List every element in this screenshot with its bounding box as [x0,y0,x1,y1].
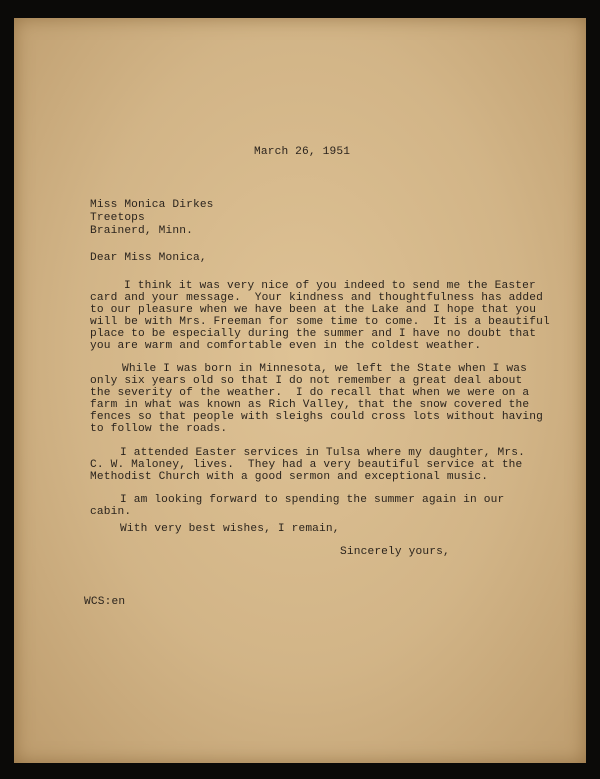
paragraph-line: cabin. [90,506,132,518]
paragraph-line: card and your message. Your kindness and thoughtfulness has added [90,292,543,304]
paragraph-line: Methodist Church with a good sermon and exceptional music. [90,471,489,483]
paragraph-line: I think it was very nice of you indeed to send me the Easter [124,280,536,292]
recipient-name: Miss Monica Dirkes [90,199,214,211]
letter-page [14,18,586,763]
paragraph-line: With very best wishes, I remain, [120,523,340,535]
paragraph-line: I attended Easter services in Tulsa where my daughter, Mrs. [120,447,525,459]
paragraph-line: farm in what was known as Rich Valley, that the snow covered the [90,399,530,411]
paragraph-line: you are warm and comfortable even in the coldest weather. [90,340,482,352]
letter-date: March 26, 1951 [254,146,351,158]
paragraph-line: I am looking forward to spending the summer again in our [120,494,505,506]
recipient-line3: Brainerd, Minn. [90,225,193,237]
closing: Sincerely yours, [340,546,450,558]
paragraph-line: fences so that people with sleighs could cross lots without having [90,411,543,423]
paragraph-line: will be with Mrs. Freeman for some time to come. It is a beautiful [90,316,550,328]
paragraph-line: the severity of the weather. I do recall that when we were on a [90,387,530,399]
recipient-line2: Treetops [90,212,145,224]
paragraph-line: only six years old so that I do not remember a great deal about [90,375,523,387]
paragraph-line: to our pleasure when we have been at the Lake and I hope that you [90,304,537,316]
typist-initials: WCS:en [84,596,126,608]
paragraph-line: C. W. Maloney, lives. They had a very beautiful service at the [90,459,523,471]
paragraph-line: place to be especially during the summer and I have no doubt that [90,328,537,340]
salutation: Dear Miss Monica, [90,252,207,264]
paragraph-line: While I was born in Minnesota, we left the State when I was [122,363,527,375]
paragraph-line: to follow the roads. [90,423,228,435]
